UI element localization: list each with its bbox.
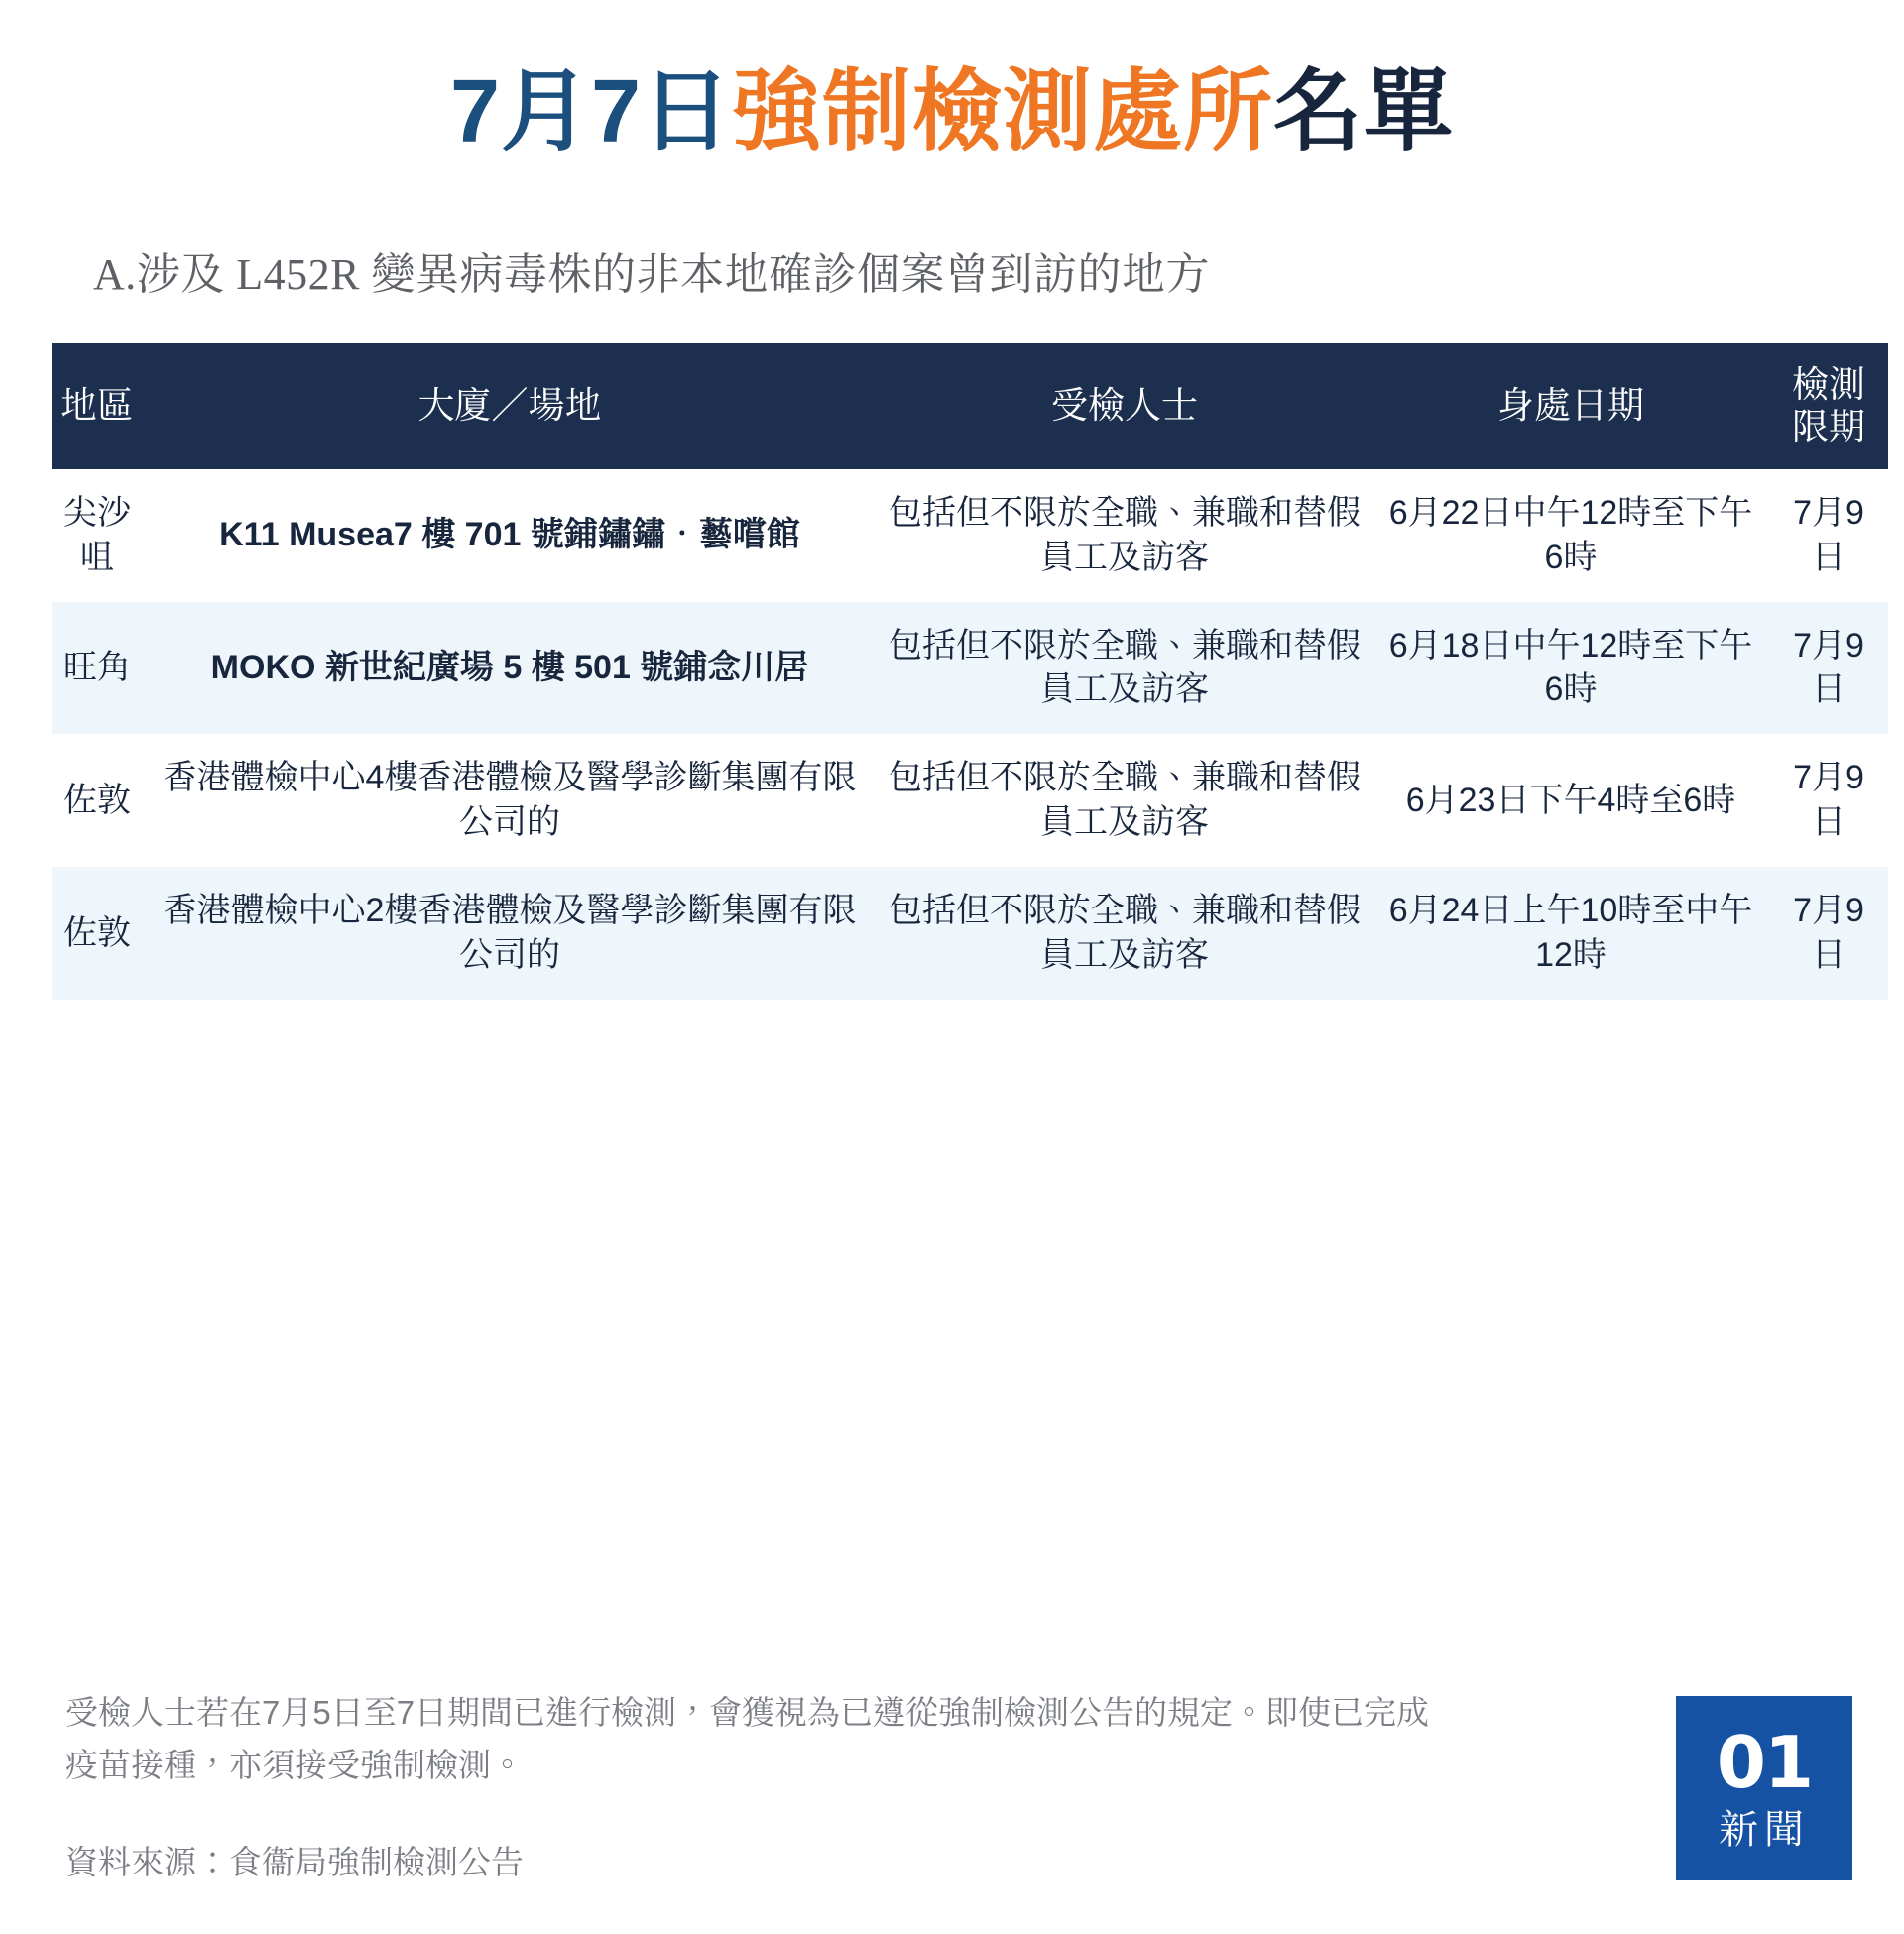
cell-venue: K11 Musea7 樓 701 號鋪鏽鏽．藝嚐館	[143, 469, 877, 602]
column-header-deadline: 檢測限期	[1769, 343, 1888, 469]
table-row	[52, 734, 1888, 867]
infographic-page	[0, 61, 1904, 1934]
cell-dates: 6月18日中午12時至下午6時	[1372, 602, 1769, 735]
cell-persons: 包括但不限於全職、兼職和替假員工及訪客	[877, 469, 1372, 602]
cell-persons: 包括但不限於全職、兼職和替假員工及訪客	[877, 602, 1372, 735]
title-highlight: 強制檢測處所	[732, 62, 1274, 162]
footnote-text: 受檢人士若在7月5日至7日期間已進行檢測，會獲視為已遵從強制檢測公告的規定。即使已完成疫苗接種，亦須接受強制檢測。	[65, 1694, 1430, 1784]
hk01-logo	[1676, 1696, 1852, 1880]
source-text: 資料來源：食衞局強制檢測公告	[65, 1844, 524, 1880]
table-row	[52, 602, 1888, 735]
cell-persons: 包括但不限於全職、兼職和替假員工及訪客	[877, 867, 1372, 1000]
cell-dates: 6月23日下午4時至6時	[1372, 734, 1769, 867]
cell-deadline: 7月9日	[1769, 734, 1888, 867]
table-row	[52, 867, 1888, 1000]
table-header	[52, 343, 1888, 469]
cell-venue: MOKO 新世紀廣場 5 樓 501 號鋪念川居	[143, 602, 877, 735]
cell-dates: 6月24日上午10時至中午12時	[1372, 867, 1769, 1000]
table-body	[52, 469, 1888, 1000]
cell-deadline: 7月9日	[1769, 867, 1888, 1000]
cell-area: 佐敦	[52, 867, 143, 1000]
compulsory-testing-table	[52, 343, 1888, 1000]
column-header-dates: 身處日期	[1372, 343, 1769, 469]
cell-deadline: 7月9日	[1769, 469, 1888, 602]
cell-area: 尖沙咀	[52, 469, 143, 602]
cell-area: 旺角	[52, 602, 143, 735]
table-row	[52, 469, 1888, 602]
cell-venue: 香港體檢中心2樓香港體檢及醫學診斷集團有限公司的	[143, 867, 877, 1000]
cell-deadline: 7月9日	[1769, 602, 1888, 735]
title-date: 7月7日	[449, 62, 733, 162]
cell-area: 佐敦	[52, 734, 143, 867]
section-subtitle: A.涉及 L452R 變異病毒株的非本地確診個案曾到訪的地方	[93, 249, 1210, 299]
page-title	[52, 61, 1852, 165]
column-header-persons: 受檢人士	[877, 343, 1372, 469]
cell-persons: 包括但不限於全職、兼職和替假員工及訪客	[877, 734, 1372, 867]
cell-venue: 香港體檢中心4樓香港體檢及醫學診斷集團有限公司的	[143, 734, 877, 867]
logo-word: 新聞	[1719, 1808, 1810, 1852]
table-header-row	[52, 343, 1888, 469]
cell-dates: 6月22日中午12時至下午6時	[1372, 469, 1769, 602]
column-header-area: 地區	[52, 343, 143, 469]
logo-mark: 01	[1716, 1721, 1813, 1804]
title-suffix: 名單	[1273, 62, 1455, 162]
column-header-venue: 大廈／場地	[143, 343, 877, 469]
